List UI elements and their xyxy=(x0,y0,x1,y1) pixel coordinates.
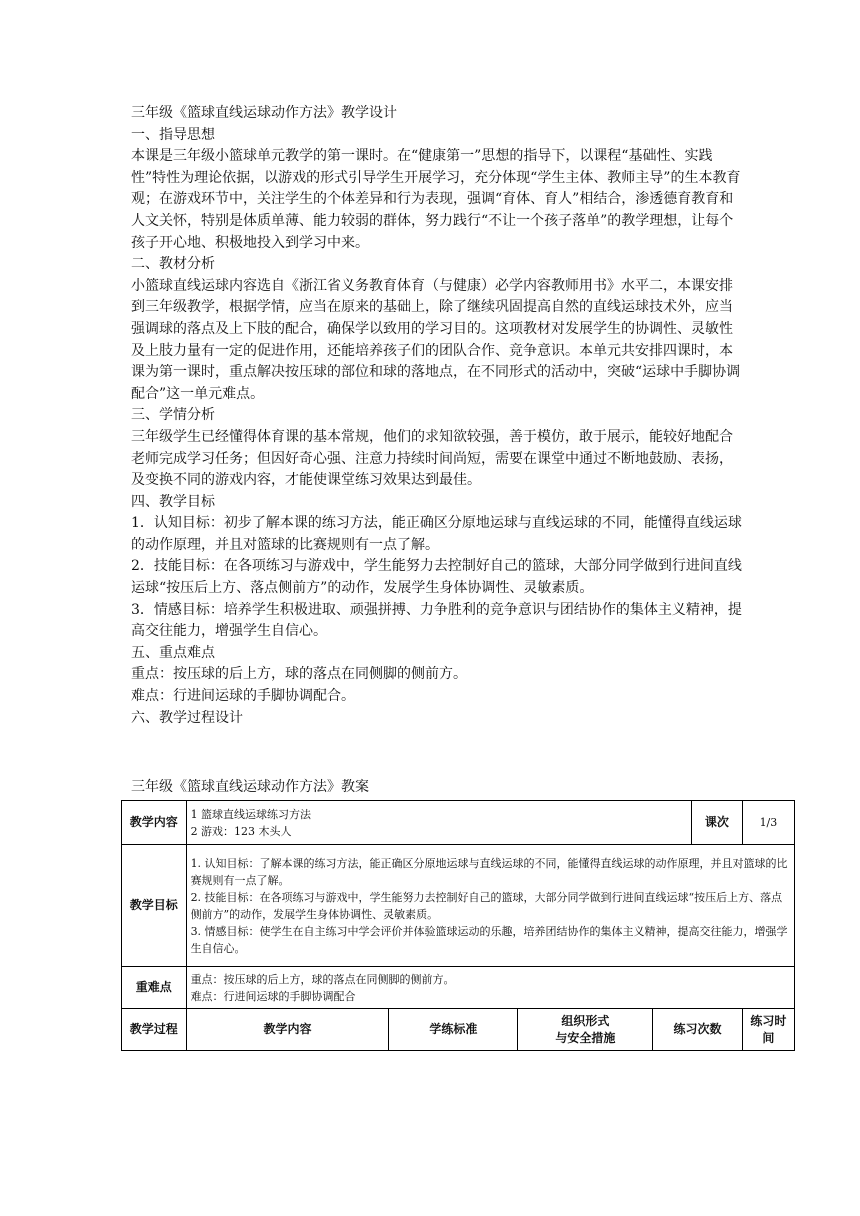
section-heading: 三、学情分析 xyxy=(131,407,215,424)
goals-label: 教学目标 xyxy=(122,845,187,967)
content-label: 教学内容 xyxy=(122,801,187,845)
document-body xyxy=(131,103,743,729)
section-paragraph: 三年级学生已经懂得体育课的基本常规，他们的求知欲较强，善于模仿，敢于展示，能较好地配合老师完成学习任务；但因好奇心强、注意力持续时间尚短，需要在课堂中通过不断地鼓励、表扬，及变换不同的游戏内容，才能使课堂练习效果达到最佳。 xyxy=(131,428,733,489)
section-heading: 六、教学过程设计 xyxy=(131,709,243,726)
process-label: 教学过程 xyxy=(122,1009,187,1051)
section-heading: 一、指导思想 xyxy=(131,126,215,143)
key-points-label: 重难点 xyxy=(122,967,187,1009)
column-header-organization: 组织形式 与安全措施 xyxy=(518,1009,653,1051)
goal-item: 3. 情感目标：使学生在自主练习中学会评价并体验篮球运动的乐趣，培养团结协作的集体主义精神，提高交往能力，增强学生自信心。 xyxy=(190,924,788,955)
key-points-cell xyxy=(186,967,794,1009)
section-paragraph: 本课是三年级小篮球单元教学的第一课时。在“健康第一”思想的指导下，以课程“基础性、实践性”特性为理论依据，以游戏的形式引导学生开展学习，充分体现“学生主体、教师主导”的生本教育观；在游戏环节中，关注学生的个体差异和行为表现，强调“育体、育人”相结合，渗透德育教育和人文关怀，特别是体质单薄、能力较弱的群体，努力践行“不让一个孩子落单”的教学理想，让每个孩子开心地、积极地投入到学习中来。 xyxy=(131,148,741,251)
goal-item: 2. 技能目标：在各项练习与游戏中，学生能努力去控制好自己的篮球，大部分同学做到行进间直线运球“按压后上方、落点侧前方”的动作，发展学生身体协调性、灵敏素质。 xyxy=(190,890,783,921)
difficulty-line: 难点：行进间运球的手脚协调配合。 xyxy=(131,688,355,705)
column-header-times: 练习次数 xyxy=(653,1009,743,1051)
section-heading: 二、教材分析 xyxy=(131,256,215,273)
goal-paragraph: 1．认知目标：初步了解本课的练习方法，能正确区分原地运球与直线运球的不同，能懂得直线运球的动作原理，并且对篮球的比赛规则有一点了解。 xyxy=(131,515,742,553)
section-paragraph: 小篮球直线运球内容选自《浙江省义务教育体育（与健康）必学内容教师用书》水平二，本课安排到三年级教学，根据学情，应当在原来的基础上，除了继续巩固提高自然的直线运球技术外，应当强调球的落点及上下肢的配合，确保学以致用的学习目的。这项教材对发展学生的协调性、灵敏性及上肢力量有一定的促进作用，还能培养孩子们的团队合作、竞争意识。本单元共安排四课时，本课为第一课时，重点解决按压球的部位和球的落地点，在不同形式的活动中，突破“运球中手脚协调配合”这一单元难点。 xyxy=(131,277,741,402)
content-line: 2 游戏：123 木头人 xyxy=(190,824,292,838)
lesson-plan-title: 三年级《篮球直线运球动作方法》教案 xyxy=(131,779,369,795)
goals-cell xyxy=(186,845,794,967)
difficulty-line: 难点：行进间运球的手脚协调配合 xyxy=(190,989,356,1003)
goal-paragraph: 3．情感目标：培养学生积极进取、顽强拼搏、力争胜利的竞争意识与团结协作的集体主义精神，提高交往能力，增强学生自信心。 xyxy=(131,601,742,640)
content-line: 1 篮球直线运球练习方法 xyxy=(190,807,312,821)
goal-paragraph: 2．技能目标：在各项练习与游戏中，学生能努力去控制好自己的篮球，大部分同学做到行进间直线运球“按压后上方、落点侧前方”的动作，发展学生身体协调性、灵敏素质。 xyxy=(131,558,742,597)
content-cell xyxy=(186,801,691,845)
lesson-plan-table xyxy=(121,800,795,1051)
column-header-content: 教学内容 xyxy=(186,1009,389,1051)
key-point-line: 重点：按压球的后上方，球的落点在同侧脚的侧前方。 xyxy=(190,972,455,986)
lesson-number-value: 1/3 xyxy=(742,801,794,845)
key-point-line: 重点：按压球的后上方，球的落点在同侧脚的侧前方。 xyxy=(131,666,467,683)
column-header-duration: 练习时间 xyxy=(742,1009,794,1051)
document-title: 三年级《篮球直线运球动作方法》教学设计 xyxy=(131,105,397,121)
lesson-number-label: 课次 xyxy=(691,801,742,845)
section-heading: 四、教学目标 xyxy=(131,493,215,510)
column-header-standard: 学练标准 xyxy=(389,1009,518,1051)
goal-item: 1. 认知目标：了解本课的练习方法，能正确区分原地运球与直线运球的不同，能懂得直线运球的动作原理，并且对篮球的比赛规则有一点了解。 xyxy=(190,856,788,887)
section-heading: 五、重点难点 xyxy=(131,644,215,661)
